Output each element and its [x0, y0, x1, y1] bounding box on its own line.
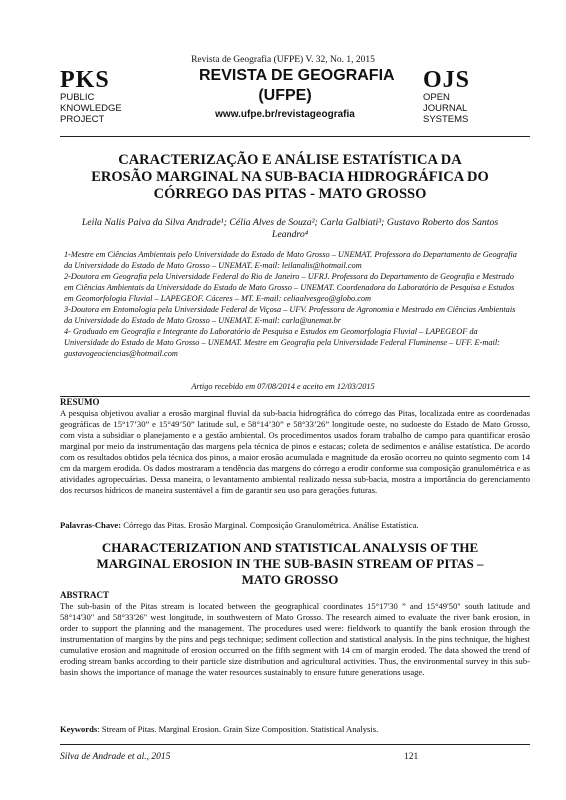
footer-divider — [60, 744, 530, 745]
ojs-line: JOURNAL — [423, 103, 468, 114]
abstract-heading: ABSTRACT — [60, 590, 110, 600]
resumo-text: A pesquisa objetivou avaliar a erosão marginal fluvial da sub-bacia hidrográfica do córrego das Pitas, localizada entre as coordenadas geográficas de 15°17’30” e 15°49’50” latitude sul, e 58°14’30” e 58°33’26” longitude oeste, no sudoeste do Estado de Mato Grosso, com vista a subsidiar o planejamento e a gestão ambiental. Os procedimentos usados foram trabalho de campo para quantificar erosão marginal por meio da instrumentação das margens pela técnica de pinos e estacas; coleta de sedimentos e análise estatística. De acordo com os resultados obtidos pela técnica dos pinos, a maior erosão acumulada e magnitude da erosão ocorreu no quinto segmento com 14 cm da margem erodida. Os dados mostraram a tendência das margens do córrego a erodir conforme sua composição granulométrica e as atividades agropecuárias. Dessa maneira, o levantamento ambiental realizado nessa sub-bacia, mostra a importância do gerenciamento dos recursos hídricos de maneira sustentável a fim de garantir seu uso para gerações futuras. — [60, 408, 530, 495]
keywords-text: : Stream of Pitas. Marginal Erosion. Grain Size Composition. Statistical Analysis. — [97, 724, 379, 734]
keywords-label: Palavras-Chave: — [60, 520, 122, 530]
ojs-logo-mark: OJS — [423, 67, 471, 93]
ojs-line: SYSTEMS — [423, 114, 469, 125]
resumo-keywords — [60, 520, 530, 531]
keywords-text: Córrego das Pitas. Erosão Marginal. Composição Granulométrica. Análise Estatística. — [121, 520, 419, 530]
affiliation-item: 4- Graduado em Geografia e Integrante do Laboratório de Pesquisa e Estudos em Geomorfologia Fluvial – LAPEGEOF da Universidade do Estado de Mato Grosso – UNEMAT. Mestre em Geografia pela Universidade Federal Fluminense – UFF. E-mail: gustavogeociencias@hotmail.com — [64, 327, 500, 358]
journal-title: REVISTA DE GEOGRAFIA — [199, 67, 395, 84]
ojs-line: OPEN — [423, 92, 450, 103]
affiliation-item: 3-Doutora em Entomologia pela Universidade Federal de Viçosa – UFV. Professora de Agronomia e Mestrado em Ciências Ambientais da Universidade do Estado de Mato Grosso – UNEMAT. E-mail: carla@unemat.br — [64, 305, 516, 325]
affiliations — [64, 249, 524, 359]
keywords-label: Keywords — [60, 724, 98, 734]
pkp-logo — [60, 68, 180, 125]
abstract-keywords — [60, 724, 530, 735]
article-title-en: CHARACTERIZATION AND STATISTICAL ANALYSIS OF THE MARGINAL EROSION IN THE SUB-BASIN STREAM OF PITAS – MATO GROSSO — [96, 540, 484, 587]
pkp-line: KNOWLEDGE — [60, 103, 122, 114]
journal-url[interactable]: www.ufpe.br/revistageografia — [215, 109, 355, 120]
pkp-line: PROJECT — [60, 114, 105, 125]
author-list: Leila Nalis Paiva da Silva Andrade¹; Célia Alves de Souza²; Carla Galbiati³; Gustavo Roberto dos Santos Leandro⁴ — [81, 217, 499, 240]
ojs-logo — [423, 68, 523, 125]
article-title-pt: CARACTERIZAÇÃO E ANÁLISE ESTATÍSTICA DA EROSÃO MARGINAL NA SUB-BACIA HIDROGRÁFICA DO CÓRREGO DAS PITAS - MATO GROSSO — [91, 152, 489, 202]
affiliation-item: 2-Doutora em Geografia pela Universidade Federal do Rio de Janeiro – UFRJ. Professora do Departamento de Geografia e Mestrado em Ciências Ambientais da Universidade do Estado de Mato Grosso – UNEMAT. Coordenadora do Laboratório de Pesquisa e Estudos em Geomorfologia Fluvial – LAPEGEOF. Cáceres – MT. E-mail: celiaalvesgeo@globo.com — [64, 272, 515, 303]
abstract-text: The sub-basin of the Pitas stream is located between the geographical coordinates 15°17'30 ” and 15°49'50" south latitude and 58°14'30" and 58°33'26" west longitude, in southwestern of Mato Grosso. The research aimed to evaluate the river bank erosion, in order to support the planning and the management. The procedures used were: fieldwork to quantify the bank erosion through the instrumentation of margins by the pins and pegs technique; sediment collection and statistical analysis. In the pins technique, the highest cumulative erosion and magnitude of erosion occurred on the fifth segment with 14 cm of margin eroded. The data showed the trend of eroding stream banks according to their particle size distribution and agricultural activities. Thus, the environmental survey in this sub-basin shows the importance of manage the water resources sustainably to ensure future generations usage. — [60, 601, 530, 677]
received-date: Artigo recebido em 07/08/2014 e aceito em 12/03/2015 — [191, 382, 375, 391]
pkp-line: PUBLIC — [60, 92, 95, 103]
running-header: Revista de Geografia (UFPE) V. 32, No. 1, 2015 — [191, 55, 375, 65]
page-number: 121 — [404, 752, 419, 762]
abstract-divider — [60, 396, 530, 397]
footer-citation: Silva de Andrade et al., 2015 — [60, 752, 171, 762]
resumo-heading: RESUMO — [60, 397, 100, 407]
header-divider — [60, 136, 530, 137]
journal-masthead — [199, 66, 395, 122]
affiliation-item: 1-Mestre em Ciências Ambientais pelo Universidade do Estado de Mato Grosso – UNEMAT. Professora do Departamento de Geografia da Universidade do Estado de Mato Grosso – UNEMAT. E-mail: leilanalis@hotmail.com — [64, 250, 517, 270]
journal-subtitle: (UFPE) — [258, 87, 312, 104]
pkp-logo-mark: PKS — [60, 67, 110, 93]
